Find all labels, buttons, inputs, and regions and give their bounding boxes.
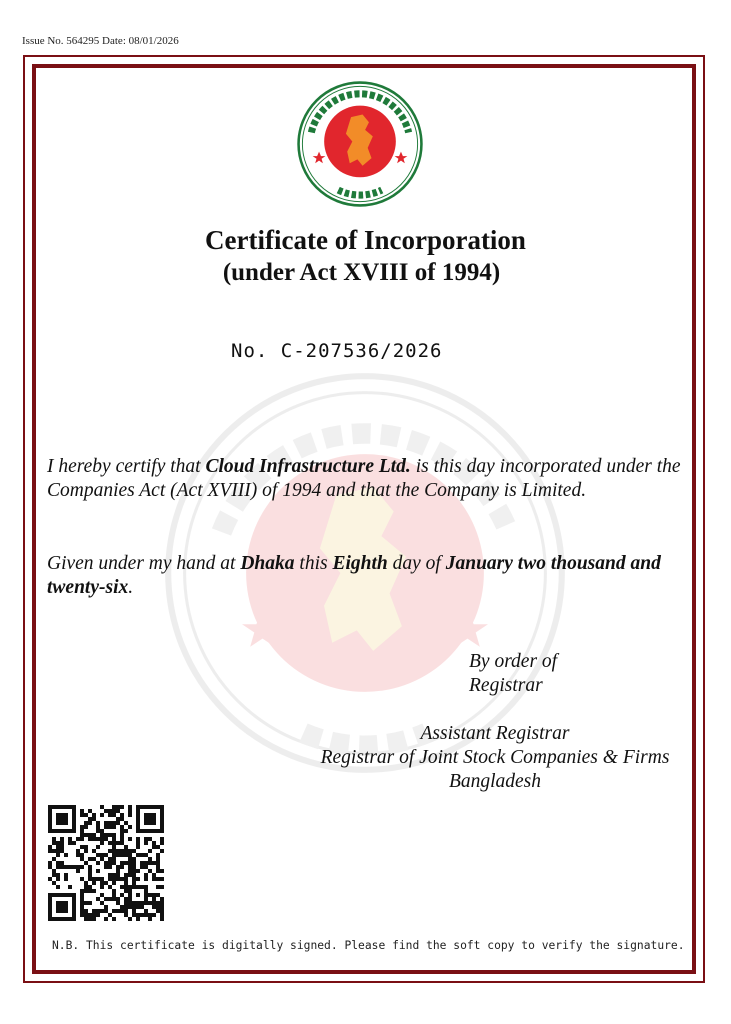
certify-prefix: I hereby certify that <box>47 456 206 477</box>
certificate-subtitle: (under Act XVIII of 1994) <box>222 259 501 286</box>
signatory-country: Bangladesh <box>448 771 542 792</box>
signatory-block <box>300 722 690 794</box>
given-part3: day of <box>387 553 446 574</box>
qr-code-icon <box>48 805 164 921</box>
order-block <box>469 650 557 698</box>
given-date: January two thousand and twenty-six <box>47 553 661 598</box>
order-line2: Registrar <box>469 675 543 696</box>
digital-signature-note: N.B. This certificate is digitally signed. Please find the soft copy to verify the signature. <box>52 939 685 952</box>
given-day: Eighth <box>332 553 388 574</box>
signatory-office: Registrar of Joint Stock Companies & Firms <box>320 747 670 768</box>
certification-statement <box>47 455 697 503</box>
registration-number: No. C-207536/2026 <box>231 340 443 362</box>
given-part1: Given under my hand at <box>47 553 241 574</box>
government-seal-icon <box>296 80 424 208</box>
certificate-title: Certificate of Incorporation <box>205 225 526 255</box>
given-place: Dhaka <box>240 553 295 574</box>
given-part4: . <box>128 577 134 598</box>
given-statement <box>47 552 697 600</box>
signatory-title: Assistant Registrar <box>420 723 570 744</box>
given-part2: this <box>294 553 333 574</box>
issue-number: Issue No. 564295 Date: 08/01/2026 <box>22 35 179 47</box>
order-line1: By order of <box>469 651 558 672</box>
company-name: Cloud Infrastructure Ltd. <box>205 456 411 477</box>
certify-suffix: is this day incorporated under the Companies Act (Act XVIII) of 1994 and that the Company is Limited. <box>47 456 681 501</box>
